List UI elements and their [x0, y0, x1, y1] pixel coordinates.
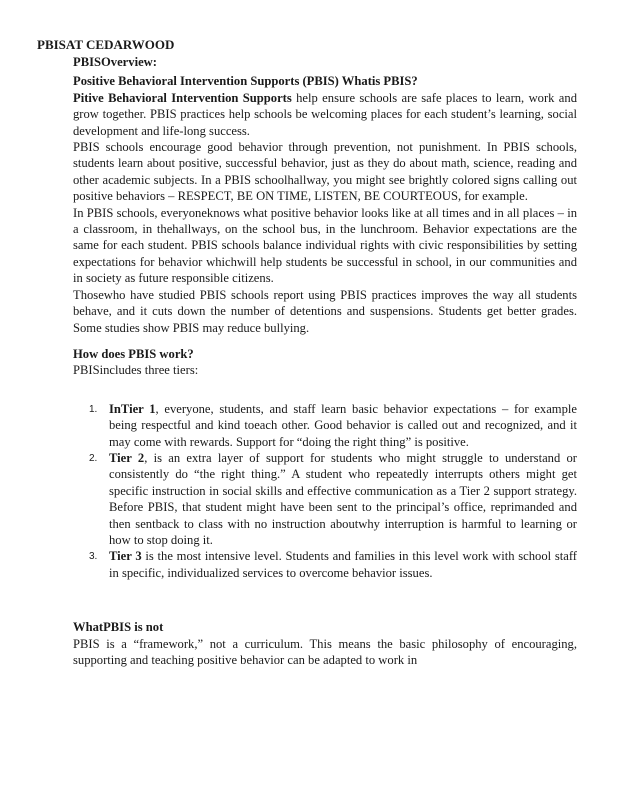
overview-heading: PBISOverview: — [73, 55, 157, 69]
list-item — [73, 548, 577, 581]
not-paragraph: PBIS is a “framework,” not a curriculum. This means the basic philosophy of encouraging, supporting and teaching positive behavior can be adapted to work in — [73, 636, 577, 667]
tier-list — [73, 401, 577, 581]
tier-label: InTier 1 — [109, 401, 156, 416]
document-body — [73, 54, 577, 668]
paragraph-1 — [73, 90, 577, 139]
tier-text: is the most intensive level. Students and families in this level work with school staff in specific, individualized services to overcome behavior issues. — [109, 549, 578, 580]
list-number: 3. — [89, 551, 98, 563]
tier-label: Tier 2 — [109, 450, 145, 465]
intro-heading: Positive Behavioral Intervention Supports (PBIS) Whatis PBIS? — [73, 74, 418, 89]
how-heading: How does PBIS work? — [73, 346, 194, 361]
list-number: 1. — [89, 403, 98, 415]
tier-text: , is an extra layer of support for students who might struggle to understand or consistently do “the right thing.” A student who repeatedly interrupts others might get specific instruction in social skills and effective communication as a Tier 2 support strategy. Before PBIS, that student might have been sent to the principal’s office, reprimanded and then sentback to class with no instruction aboutwhy interruption is harmful to learning or how to stop doing it. — [109, 450, 577, 547]
paragraph-1-lead: Pitive Behavioral Intervention Supports — [73, 90, 292, 105]
list-item — [73, 450, 577, 548]
not-heading: WhatPBIS is not — [73, 620, 164, 635]
how-intro: PBISincludes three tiers: — [73, 363, 199, 378]
tier-label: Tier 3 — [109, 549, 142, 564]
list-number: 2. — [89, 452, 98, 464]
paragraph-3: In PBIS schools, everyoneknows what positive behavior looks like at all times and in all places – in a classroom, in thehallways, on the school bus, in the lunchroom. Behavior expectations are the same for each student. PBIS schools balance individual rights with civic responsibilities by setting expectations for behavior whichwill help students be successful in school, in our communities and in society as future responsible citizens. — [73, 205, 577, 286]
list-item — [73, 401, 577, 450]
document-title: PBISAT CEDARWOOD — [37, 37, 175, 52]
tier-text: , everyone, students, and staff learn basic behavior expectations – for example being respectful and kind toeach other. Good behavior is called out and recognized, and it may come with rewards. Support for “doing the right thing” is positive. — [109, 401, 577, 449]
paragraph-4: Thosewho have studied PBIS schools report using PBIS practices improves the way all students behave, and it cuts down the number of detentions and suspensions. Students get better grades. Some studies show PBIS may reduce bullying. — [73, 287, 577, 335]
paragraph-1-text: help ensure schools are safe places to learn, work and grow together. PBIS practices help schools be welcoming places for each student’s learning, social development and life-long success. — [73, 90, 577, 138]
paragraph-2: PBIS schools encourage good behavior through prevention, not punishment. In PBIS schools, students learn about positive, successful behavior, just as they do about math, science, reading and other academic subjects. In a PBIS schoolhallway, you might see brightly colored signs calling out positive behaviors – RESPECT, BE ON TIME, LISTEN, BE COURTEOUS, for example. — [73, 140, 577, 204]
